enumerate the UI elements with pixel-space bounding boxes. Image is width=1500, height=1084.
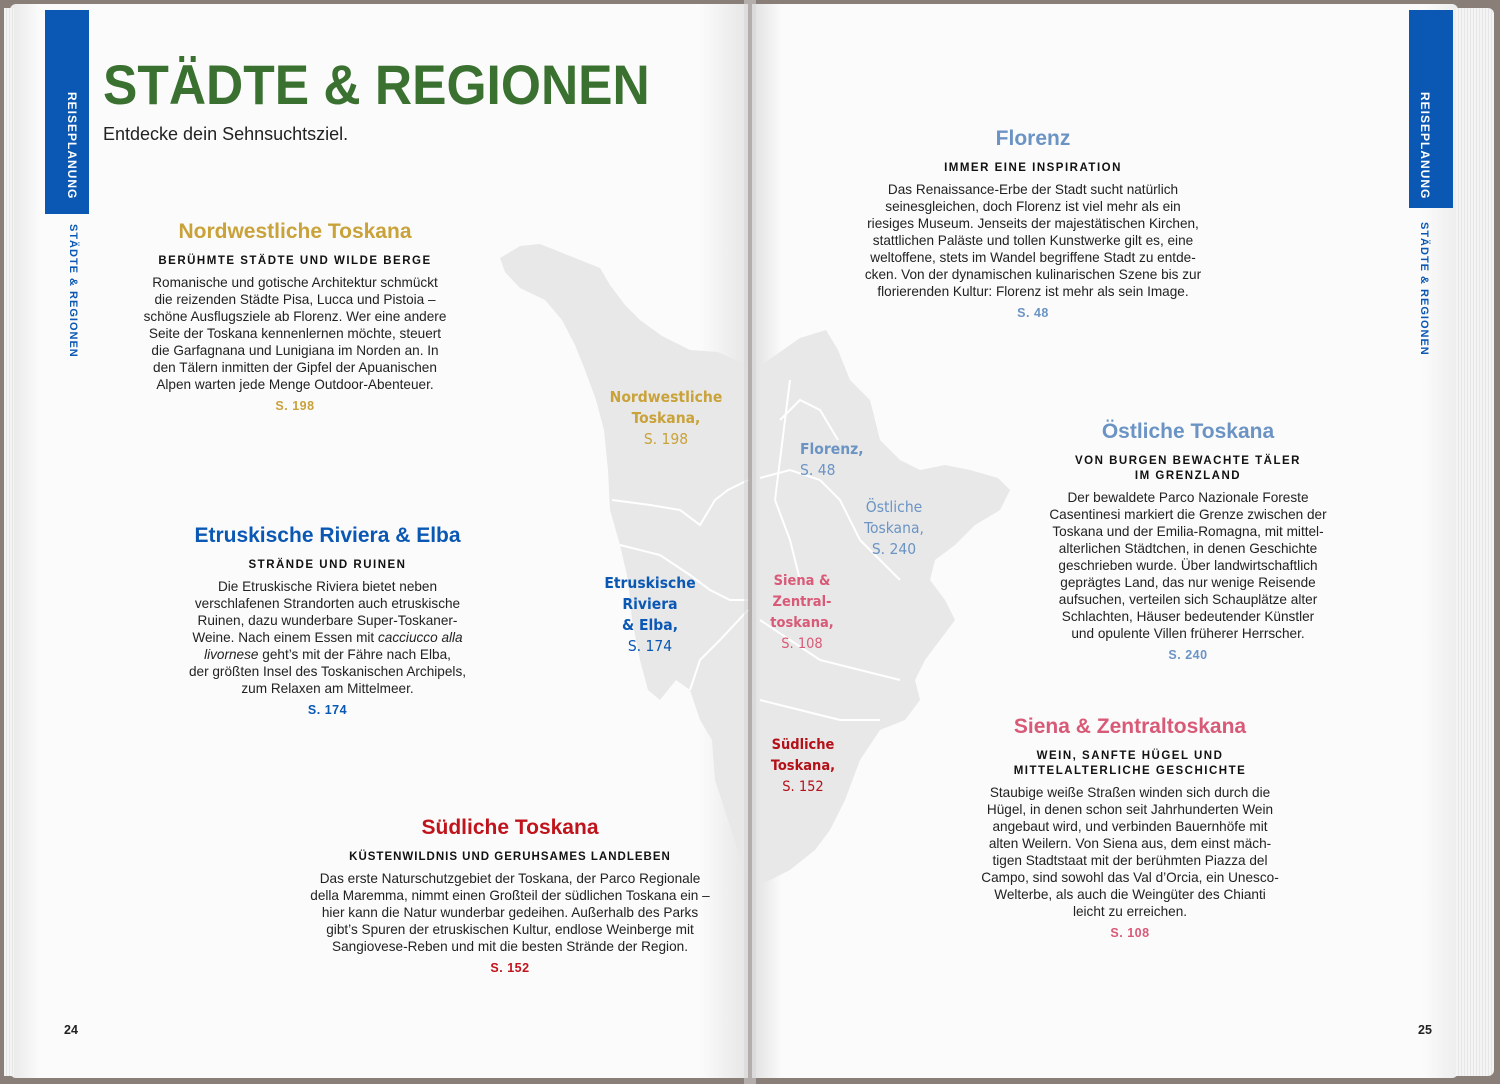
region-ost-ref[interactable]: S. 240	[1168, 648, 1208, 662]
tagline-line: IM GRENZLAND	[1134, 470, 1242, 482]
map-label-line: Etruskische	[604, 574, 696, 592]
region-sued-ref[interactable]: S. 152	[490, 961, 530, 975]
region-etrusk-body	[140, 578, 515, 697]
map-label-florenz[interactable]	[800, 439, 864, 481]
body-line: geschrieben wurde. Über landwirtschaftlich	[1058, 558, 1318, 573]
body-line: leicht zu erreichen.	[1072, 904, 1188, 919]
region-sued-title: Südliche Toskana	[421, 816, 599, 839]
map-left-half	[500, 244, 748, 880]
map-label-line: Nordwestliche	[609, 388, 723, 406]
body-line	[140, 646, 515, 663]
body-italic: livornese	[204, 647, 259, 662]
map-label-line: Toskana,	[770, 758, 836, 774]
map-label-line: Zentral-	[772, 594, 832, 610]
body-line: Der bewaldete Parco Nazionale Foreste	[1067, 490, 1309, 505]
body-line: verschlafenen Strandorten auch etruskische	[194, 596, 461, 611]
map-label-page: S. 152	[782, 779, 824, 795]
body-line: die Garfagnana und Lunigiana im Norden an. In	[151, 343, 439, 358]
page-subtitle: Entdecke dein Sehnsuchtsziel.	[103, 124, 349, 144]
section-label-left: REISEPLANUNG	[65, 92, 79, 200]
body-text: Weine. Nach einem Essen mit	[192, 630, 378, 645]
body-line: Ruinen, dazu wunderbare Super-Toskaner-	[197, 613, 458, 628]
map-label-page: S. 198	[643, 430, 689, 448]
region-ost	[1010, 420, 1366, 662]
body-line: angebaut wird, und verbinden Bauernhöfe mit	[992, 819, 1268, 834]
tagline-line: WEIN, SANFTE HÜGEL UND	[1036, 750, 1224, 762]
map-label-line: Siena &	[773, 573, 831, 589]
region-florenz-tagline: IMMER EINE INSPIRATION	[944, 162, 1122, 174]
body-line: der größten Insel des Toskanischen Archipels,	[188, 664, 467, 679]
map-label-line: Florenz,	[800, 440, 864, 458]
section-label-right: REISEPLANUNG	[1418, 92, 1432, 200]
region-sued-tagline: KÜSTENWILDNIS UND GERUHSAMES LANDLEBEN	[349, 851, 671, 863]
region-florenz-ref[interactable]: S. 48	[1017, 306, 1049, 320]
page-number-right: 25	[1418, 1023, 1432, 1037]
body-line: della Maremma, nimmt einen Großteil der südlichen Toskana ein –	[310, 888, 710, 903]
map-label-page: S. 174	[627, 637, 673, 655]
region-florenz-body	[843, 181, 1223, 300]
map-label-page: S. 48	[800, 461, 836, 479]
region-etrusk-ref[interactable]: S. 174	[307, 703, 348, 717]
tagline-line: MITTELALTERLICHE GESCHICHTE	[1013, 765, 1247, 777]
body-line: seinesgleichen, doch Florenz ist viel mehr als ein	[885, 199, 1181, 214]
body-line: alten Weilern. Von Siena aus, dem einst mäch-	[988, 836, 1272, 851]
body-line: gibt’s Spuren der etruskischen Kultur, endlose Weinberge mit	[326, 922, 694, 937]
map-label-line: & Elba,	[621, 616, 678, 634]
region-sued-body	[290, 870, 730, 955]
region-nordwest-body	[110, 274, 480, 393]
body-line: Staubige weiße Straßen winden sich durch die	[989, 785, 1271, 800]
page-title: STÄDTE & REGIONEN	[103, 53, 650, 116]
map-label-line: toskana,	[770, 615, 834, 631]
region-siena	[952, 715, 1308, 940]
map-label-etrusk[interactable]	[600, 573, 700, 657]
map-label-line: Südliche	[771, 737, 835, 753]
body-line: aufsuchen, verteilen sich Schauplätze alter	[1058, 592, 1318, 607]
map-label-page: S. 108	[781, 636, 823, 652]
region-nordwest-title: Nordwestliche Toskana	[178, 220, 412, 243]
body-line: Campo, sind sowohl das Val d’Orcia, ein Unesco-	[981, 870, 1279, 885]
body-line: florierenden Kultur: Florenz ist mehr als sein Image.	[877, 284, 1189, 299]
region-siena-tagline	[952, 749, 1308, 779]
body-line: Das erste Naturschutzgebiet der Toskana, der Parco Regionale	[319, 871, 701, 886]
region-siena-body	[952, 784, 1308, 920]
body-line: Seite der Toskana kennenlernen möchte, steuert	[148, 326, 442, 341]
region-ost-body	[1010, 489, 1366, 642]
body-text: geht’s mit der Fähre nach Elba,	[258, 647, 451, 662]
body-line: Toskana und der Emilia-Romagna, mit mittel-	[1052, 524, 1324, 539]
region-ost-tagline	[1010, 454, 1366, 484]
subsection-label-left: STÄDTE & REGIONEN	[67, 224, 79, 358]
map-label-line: Toskana,	[631, 409, 701, 427]
body-line: Hügel, in denen schon seit Jahrhunderten Wein	[986, 802, 1274, 817]
body-line: Casentinesi markiert die Grenze zwischen der	[1049, 507, 1327, 522]
region-etrusk	[140, 524, 515, 717]
body-line: Alpen warten jede Menge Outdoor-Abenteuer.	[156, 377, 434, 392]
map-label-page: S. 240	[871, 540, 917, 558]
map-label-line: Riviera	[622, 595, 678, 613]
body-line: schöne Ausflugsziele ab Florenz. Wer eine andere	[143, 309, 447, 324]
body-line: hier kann die Natur wunderbar gedeihen. Außerhalb des Parks	[321, 905, 699, 920]
map-label-line: Toskana,	[864, 519, 924, 537]
body-line: cken. Von der dynamischen kulinarischen Szene bis zur	[864, 267, 1202, 282]
region-etrusk-tagline: STRÄNDE UND RUINEN	[248, 559, 407, 571]
body-line: die reizenden Städte Pisa, Lucca und Pistoia –	[154, 292, 436, 307]
region-etrusk-title: Etruskische Riviera & Elba	[194, 524, 461, 547]
body-line: Sangiovese-Reben und mit die besten Strände der Region.	[332, 939, 688, 954]
body-line: Romanische und gotische Architektur schmückt	[152, 275, 438, 290]
map-label-siena[interactable]	[770, 571, 834, 655]
body-line: riesiges Museum. Jenseits der majestätischen Kirchen,	[867, 216, 1199, 231]
region-siena-ref[interactable]: S. 108	[1110, 926, 1150, 940]
body-line: stattlichen Paläste und tollen Kunstwerke gilt es, eine	[872, 233, 1194, 248]
map-label-sued[interactable]	[768, 735, 838, 798]
region-florenz-title: Florenz	[995, 127, 1071, 150]
body-line: Das Renaissance-Erbe der Stadt sucht natürlich	[887, 182, 1179, 197]
body-line	[140, 629, 515, 646]
subsection-label-right: STÄDTE & REGIONEN	[1418, 222, 1430, 356]
body-line: Schlachten, Häuser bedeutender Künstler	[1061, 609, 1315, 624]
body-line: den Tälern inmitten der Gipfel der Apuanischen	[153, 360, 437, 375]
region-siena-title: Siena & Zentraltoskana	[1013, 715, 1247, 738]
region-ost-title: Östliche Toskana	[1101, 420, 1275, 443]
body-line: geprägtes Land, das nur wenige Reisende	[1060, 575, 1316, 590]
body-line: Die Etruskische Riviera bietet neben	[217, 579, 438, 594]
region-florenz	[843, 127, 1223, 320]
body-line: alterlichen Städtchen, in denen Geschichte	[1058, 541, 1318, 556]
map-label-line: Östliche	[865, 498, 923, 516]
body-line: Welterbe, als auch die Weingüter des Chianti	[994, 887, 1266, 902]
body-line: tigen Stadtstaat mit der berühmten Piazza del	[992, 853, 1268, 868]
body-line: zum Relaxen am Mittelmeer.	[241, 681, 414, 696]
map-label-ost[interactable]	[852, 497, 936, 560]
region-nordwest-ref[interactable]: S. 198	[275, 399, 315, 413]
body-line: weltoffene, stets im Wandel begriffene Stadt zu entde-	[870, 250, 1196, 265]
map-label-nordwest[interactable]	[606, 387, 726, 450]
region-nordwest	[110, 220, 480, 413]
region-nordwest-tagline: BERÜHMTE STÄDTE UND WILDE BERGE	[158, 255, 432, 267]
body-italic: cacciucco alla	[377, 630, 463, 645]
page-number-left: 24	[64, 1023, 78, 1037]
body-line: und opulente Villen früherer Herrscher.	[1071, 626, 1305, 641]
tagline-line: VON BURGEN BEWACHTE TÄLER	[1075, 455, 1301, 467]
region-sued	[290, 816, 730, 975]
